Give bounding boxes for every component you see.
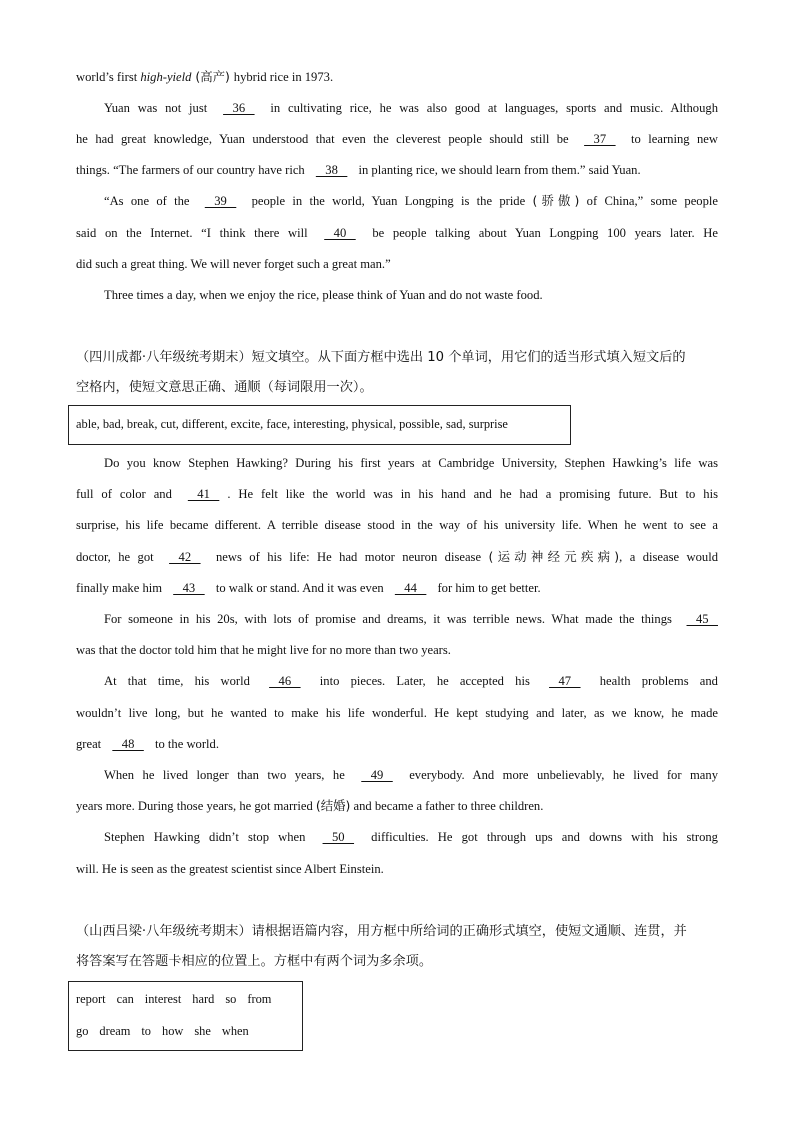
p2-para2-line-2: was that the doctor told him that he might live for no more than two years. [76,643,451,657]
p2-para4-line-1: When he lived longer than two years, he 49 everybody. And more unbelievably, he lived for many [104,768,718,782]
blank-47[interactable]: 47 [549,674,581,688]
word: she [194,1024,211,1038]
p2-para3-line-1: At that time, his world 46 into pieces. Later, he accepted his 47 health problems and [104,674,718,688]
word: how [162,1024,184,1038]
p2-para1-line-1: Do you know Stephen Hawking? During his first years at Cambridge University, Stephen Hawking’s life was [104,456,718,470]
section2-heading-1: （四川成都·八年级统考期末）短文填空。从下面方框中选出 10 个单词，用它们的适当形式填入短文后的 [76,350,686,365]
section2-heading-2: 空格内，使短文意思正确、通顺（每词限用一次）。 [76,380,373,395]
word: can [116,992,134,1006]
word: from [247,992,272,1006]
word: interest [144,992,182,1006]
p1-line-6: said on the Internet. “I think there will 40 be people talking about Yuan Longping 100 years later. He [76,226,718,240]
blank-40[interactable]: 40 [324,226,356,240]
section3-heading-2: 将答案写在答题卡相应的位置上。方框中有两个词为多余项。 [76,954,433,969]
word-box-1-words: able, bad, break, cut, different, excite, face, interesting, physical, possible, sad, surprise [76,417,508,431]
section3-heading-1: （山西吕梁·八年级统考期末）请根据语篇内容，用方框中所给词的正确形式填空，使短文通顺、连贯，并 [76,924,687,939]
blank-38[interactable]: 38 [315,163,348,177]
p1-line-7: did such a great thing. We will never forget such a great man.” [76,257,391,271]
p2-para3-line-2: wouldn’t live long, but he wanted to make his life wonderful. He kept studying and later, as we know, he made [76,706,718,720]
p1-line-2: Yuan was not just 36 in cultivating rice, he was also good at languages, sports and music. Although [104,101,718,115]
blank-43[interactable]: 43 [173,581,205,595]
p2-para5-line-1: Stephen Hawking didn’t stop when 50 difficulties. He got through ups and downs with his strong [104,830,718,844]
word: report [76,992,106,1006]
blank-44[interactable]: 44 [394,581,427,595]
p2-para1-line-5: finally make him 43 to walk or stand. And it was even 44 for him to get better. [76,581,541,595]
p2-para3-line-3: great 48 to the world. [76,737,219,751]
word: when [221,1024,249,1038]
blank-37[interactable]: 37 [584,132,616,146]
blank-45[interactable]: 45 [686,612,718,626]
p1-line-4: things. “The farmers of our country have rich 38 in planting rice, we should learn from them.” said Yuan. [76,163,641,177]
word: to [141,1024,151,1038]
word-box-2-row-1 [76,992,271,1007]
word: so [225,992,237,1006]
word: hard [192,992,215,1006]
word: go [76,1024,89,1038]
blank-49[interactable]: 49 [361,768,393,782]
word: dream [99,1024,131,1038]
p2-para1-line-2: full of color and 41 . He felt like the world was in his hand and he had a promising future. But to his [76,487,718,501]
p2-para1-line-4: doctor, he got 42 news of his life: He had motor neuron disease (运动神经元疾病), a disease would [76,549,718,564]
p1-line-5: “As one of the 39 people in the world, Yuan Longping is the pride (骄傲) of China,” some people [104,193,718,208]
p2-para2-line-1: For someone in his 20s, with lots of promise and dreams, it was terrible news. What made the things 45 [104,612,718,626]
p2-para5-line-2: will. He is seen as the greatest scientist since Albert Einstein. [76,862,384,876]
blank-42[interactable]: 42 [169,550,201,564]
blank-41[interactable]: 41 [187,487,220,501]
p1-line-8: Three times a day, when we enjoy the rice, please think of Yuan and do not waste food. [104,288,543,302]
word-box-2-row-2 [76,1024,249,1039]
p2-para1-line-3: surprise, his life became different. A terrible disease stood in the way of his university life. When he went to see a [76,518,718,532]
p1-line-3: he had great knowledge, Yuan understood that even the cleverest people should still be 37 to learning new [76,132,718,146]
blank-39[interactable]: 39 [204,194,237,208]
blank-50[interactable]: 50 [322,830,355,844]
p1-line-1: world’s first high-yield (高产) hybrid rice in 1973. [76,69,334,84]
blank-36[interactable]: 36 [223,101,255,115]
p2-para4-line-2: years more. During those years, he got married (结婚) and became a father to three children. [76,798,544,813]
blank-48[interactable]: 48 [112,737,144,751]
word-box-1 [68,405,571,445]
blank-46[interactable]: 46 [269,674,301,688]
word-box-2 [68,981,303,1051]
